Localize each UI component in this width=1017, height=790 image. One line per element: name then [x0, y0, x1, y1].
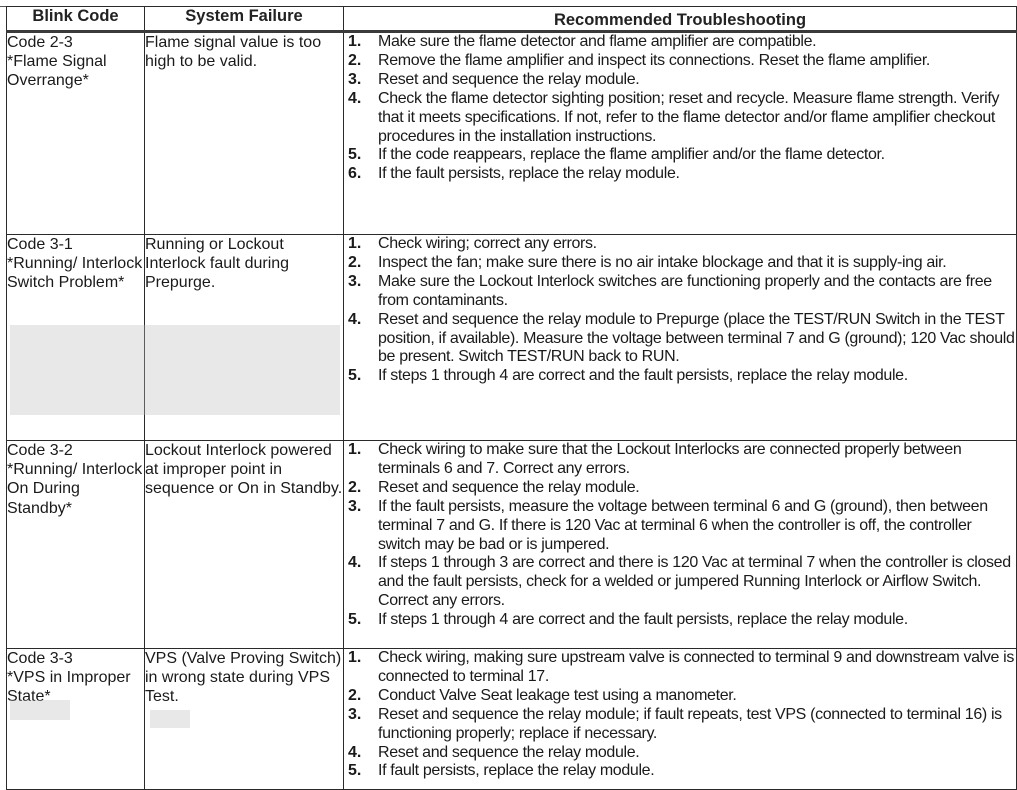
blink-code: Code 2-3: [7, 34, 73, 51]
step-number: 6.: [348, 165, 362, 183]
step-number: 5.: [348, 611, 362, 629]
blink-code-name: *Running/ Interlock Switch Problem*: [7, 255, 143, 292]
blink-code-name: *VPS in Improper State*: [7, 669, 131, 706]
step-text: Reset and sequence the relay module.: [378, 478, 640, 496]
step-item: [344, 479, 1016, 498]
step-text: Remove the flame amplifier and inspect its connections. Reset the flame amplifier.: [378, 51, 931, 69]
table-row: [7, 649, 1017, 790]
header-row: [7, 7, 1017, 32]
system-failure-cell: Lockout Interlock powered at improper point in sequence or On in Standby.: [145, 441, 344, 649]
step-text: If steps 1 through 4 are correct and the fault persists, replace the relay module.: [378, 367, 908, 385]
step-item: [344, 367, 1016, 386]
step-number: 1.: [348, 441, 362, 458]
troubleshooting-cell: [344, 649, 1017, 790]
blink-code-cell: [7, 649, 145, 790]
step-number: 4.: [348, 310, 362, 328]
step-item: [344, 254, 1016, 273]
step-item: [344, 762, 1016, 781]
step-number: 5.: [348, 367, 362, 385]
step-list: [344, 235, 1016, 386]
step-item: [344, 90, 1016, 147]
step-item: [344, 273, 1016, 311]
table-row: [7, 32, 1017, 235]
blink-code: Code 3-3: [7, 650, 73, 667]
step-text: Check wiring, making sure upstream valve is connected to terminal 9 and downstream valve is connected to terminal 17.: [378, 649, 1015, 685]
step-number: 3.: [348, 497, 362, 515]
step-number: 3.: [348, 705, 362, 723]
blink-code-cell: [7, 235, 145, 441]
step-list: [344, 441, 1016, 630]
step-text: Conduct Valve Seat leakage test using a manometer.: [378, 686, 737, 704]
table-row: [7, 441, 1017, 649]
troubleshooting-cell: [344, 32, 1017, 235]
step-number: 3.: [348, 272, 362, 290]
step-text: If steps 1 through 4 are correct and the fault persists, replace the relay module.: [378, 611, 908, 629]
system-failure-cell: VPS (Valve Proving Switch) in wrong state during VPS Test.: [145, 649, 344, 790]
troubleshooting-cell: [344, 235, 1017, 441]
blink-code-cell: [7, 441, 145, 649]
system-failure-cell: Running or Lockout Interlock fault during Prepurge.: [145, 235, 344, 441]
troubleshooting-table: [6, 6, 1017, 790]
step-list: [344, 649, 1016, 781]
step-number: 2.: [348, 253, 362, 271]
header-recommended-troubleshooting: [344, 7, 1017, 32]
step-text: If the code reappears, replace the flame amplifier and/or the flame detector.: [378, 146, 885, 164]
step-text: Reset and sequence the relay module; if fault repeats, test VPS (connected to terminal 16) is functioning properly; replace if necessary.: [378, 705, 1002, 742]
step-item: [344, 744, 1016, 763]
step-item: [344, 146, 1016, 165]
step-item: [344, 554, 1016, 611]
step-text: If steps 1 through 3 are correct and there is 120 Vac at terminal 7 when the controller is closed and the fault persists, check for a welded or jumpered Running Interlock or Airflow Switch. Correct any errors.: [378, 554, 1011, 610]
blink-code: Code 3-1: [7, 236, 73, 253]
step-item: [344, 235, 1016, 254]
step-item: [344, 311, 1016, 368]
step-number: 2.: [348, 478, 362, 496]
blink-code-name: *Flame Signal Overrange*: [7, 53, 107, 90]
step-text: Reset and sequence the relay module.: [378, 743, 640, 761]
step-number: 4.: [348, 554, 362, 572]
blink-code-cell: [7, 32, 145, 235]
table-row: [7, 235, 1017, 441]
step-number: 1.: [348, 649, 362, 666]
troubleshooting-cell: [344, 441, 1017, 649]
step-text: Make sure the flame detector and flame amplifier are compatible.: [378, 33, 817, 50]
step-item: [344, 611, 1016, 630]
header-blink-code: Blink Code: [7, 7, 145, 32]
step-number: 5.: [348, 146, 362, 164]
header-recommended-troubleshooting-label: Recommended Troubleshooting: [553, 11, 807, 29]
step-item: [344, 71, 1016, 90]
step-number: 3.: [348, 70, 362, 88]
system-failure-cell: Flame signal value is too high to be valid.: [145, 32, 344, 235]
step-text: Check wiring; correct any errors.: [378, 235, 597, 252]
step-item: [344, 687, 1016, 706]
step-text: Reset and sequence the relay module.: [378, 70, 640, 88]
step-item: [344, 649, 1016, 687]
step-text: Inspect the fan; make sure there is no air intake blockage and that it is supply-ing air.: [378, 253, 947, 271]
step-text: Check wiring to make sure that the Lockout Interlocks are connected properly between terminals 6 and 7. Correct any errors.: [378, 441, 962, 477]
step-number: 4.: [348, 89, 362, 107]
blink-code: Code 3-2: [7, 442, 73, 459]
step-number: 2.: [348, 686, 362, 704]
step-number: 5.: [348, 762, 362, 780]
blink-code-name: *Running/ Interlock On During Standby*: [7, 461, 143, 517]
step-number: 2.: [348, 51, 362, 69]
step-number: 1.: [348, 235, 362, 252]
step-item: [344, 498, 1016, 555]
step-text: Check the flame detector sighting position; reset and recycle. Measure flame strength. Verify that it meets specifications. If not, refer to the flame detector and/or flame amplifier checkout procedures in the installation instructions.: [378, 89, 1000, 145]
step-number: 1.: [348, 33, 362, 50]
header-system-failure: System Failure: [145, 7, 344, 32]
step-text: If the fault persists, replace the relay module.: [378, 165, 680, 183]
step-text: If fault persists, replace the relay module.: [378, 762, 655, 780]
step-item: [344, 52, 1016, 71]
step-item: [344, 165, 1016, 184]
step-text: If the fault persists, measure the voltage between terminal 6 and G (ground), then between terminal 7 and G. If there is 120 Vac at terminal 6 when the controller is off, the controller switch may be bad or is jumpered.: [378, 497, 988, 553]
step-text: Reset and sequence the relay module to Prepurge (place the TEST/RUN Switch in the TEST position, if available). Measure the voltage between terminal 7 and G (ground); 120 Vac should be present. Switch TEST/RUN back to RUN.: [378, 310, 1015, 366]
step-number: 4.: [348, 743, 362, 761]
step-item: [344, 441, 1016, 479]
step-item: [344, 33, 1016, 52]
step-text: Make sure the Lockout Interlock switches are functioning properly and the contacts are free from contaminants.: [378, 272, 992, 309]
step-item: [344, 706, 1016, 744]
step-list: [344, 33, 1016, 184]
